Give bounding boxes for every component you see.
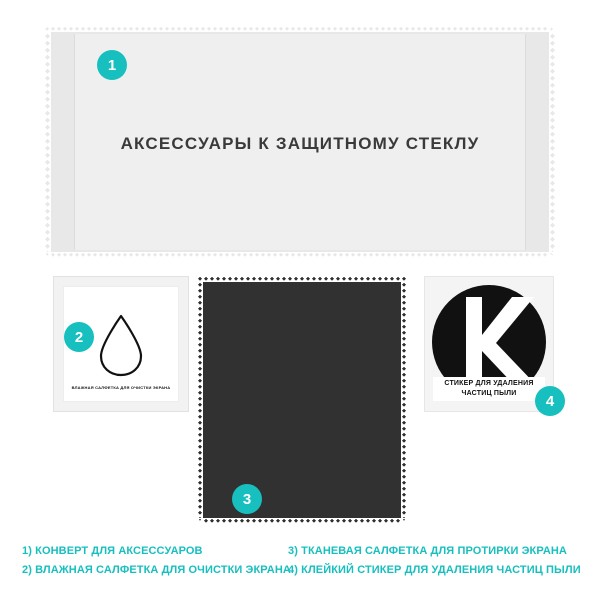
legend-item-3: 3) ТКАНЕВАЯ САЛФЕТКА ДЛЯ ПРОТИРКИ ЭКРАНА <box>288 545 567 557</box>
legend-item-1: 1) КОНВЕРТ ДЛЯ АКСЕССУАРОВ <box>22 545 203 557</box>
sticker-caption-line-2: ЧАСТИЦ ПЫЛИ <box>461 389 517 397</box>
wet-wipe-caption: ВЛАЖНАЯ САЛФЕТКА ДЛЯ ОЧИСТКИ ЭКРАНА <box>71 385 171 391</box>
cloth-zigzag-top <box>197 276 407 282</box>
legend <box>22 542 581 581</box>
legend-item-2: 2) ВЛАЖНАЯ САЛФЕТКА ДЛЯ ОЧИСТКИ ЭКРАНА <box>22 564 291 577</box>
legend-column-left <box>22 542 291 581</box>
sticker-caption-line-1: СТИКЕР ДЛЯ УДАЛЕНИЯ <box>444 379 534 387</box>
callout-badge-1: 1 <box>97 50 127 80</box>
accessory-dust-sticker <box>424 276 554 412</box>
legend-item-4: 4) КЛЕЙКИЙ СТИКЕР ДЛЯ УДАЛЕНИЯ ЧАСТИЦ ПЫЛИ <box>288 564 581 577</box>
callout-badge-4: 4 <box>535 386 565 416</box>
cloth-zigzag-right <box>401 276 407 524</box>
envelope-zigzag-bottom <box>44 252 556 258</box>
envelope-title: АКСЕССУАРЫ К ЗАЩИТНОМУ СТЕКЛУ <box>120 134 480 153</box>
water-drop-icon <box>95 313 147 384</box>
callout-badge-3: 3 <box>232 484 262 514</box>
sticker-caption <box>433 377 545 401</box>
cloth-zigzag-bottom <box>197 518 407 524</box>
cloth-zigzag-left <box>197 276 203 524</box>
accessory-microfiber-cloth <box>197 276 407 524</box>
callout-badge-2: 2 <box>64 322 94 352</box>
legend-column-right <box>288 542 581 581</box>
envelope-zigzag-top <box>44 26 556 32</box>
